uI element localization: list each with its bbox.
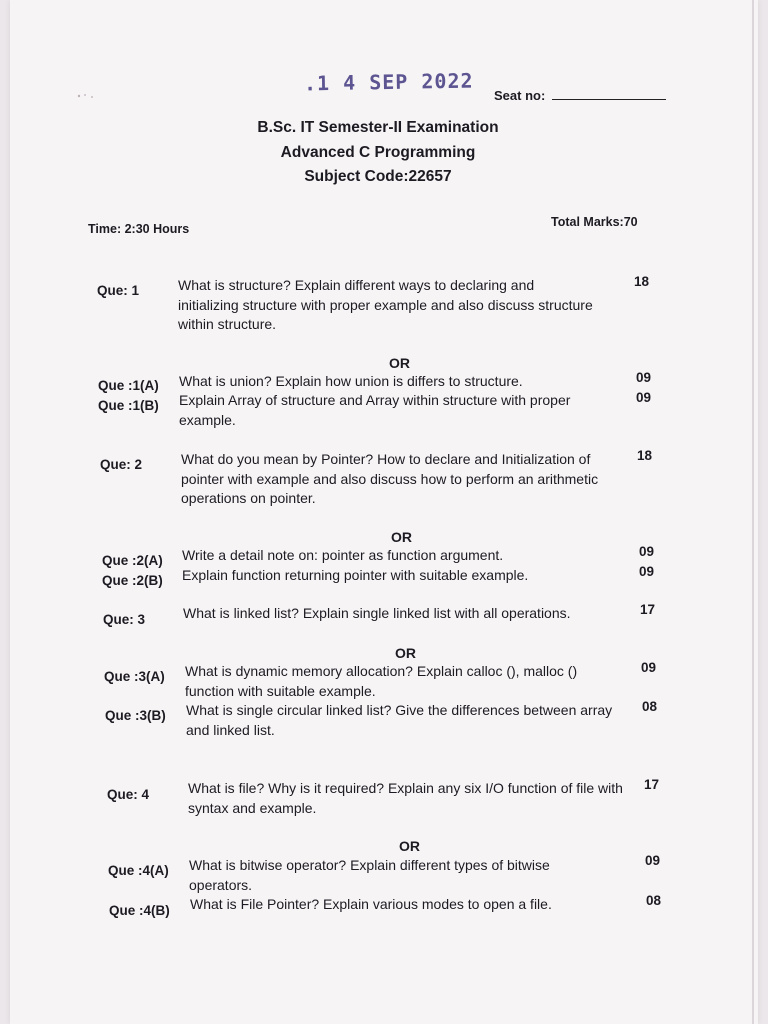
question-text: Explain function returning pointer with suitable example. [182, 567, 529, 583]
question-marks: 18 [634, 274, 650, 289]
date-stamp: .1 4 SEP 2022 [303, 68, 474, 96]
question-label: Que: 2 [100, 457, 143, 472]
question-label: Que :1(A) [98, 378, 159, 393]
question-marks: 09 [636, 390, 652, 405]
or-divider: OR [389, 355, 410, 371]
question-marks: 09 [645, 853, 661, 868]
total-marks: Total Marks:70 [551, 215, 638, 229]
seat-no-label: Seat no: [494, 88, 546, 103]
question-label: Que :3(A) [104, 669, 165, 684]
question-text: What is union? Explain how union is differs to structure. [179, 373, 523, 389]
question-text: Write a detail note on: pointer as function argument. [182, 547, 504, 563]
question-marks: 09 [641, 660, 657, 675]
or-divider: OR [391, 529, 412, 545]
question-label: Que :4(A) [108, 863, 169, 878]
seat-no-blank [552, 99, 666, 100]
question-text: What is bitwise operator? Explain different types of bitwise operators. [189, 857, 550, 893]
question-marks: 08 [646, 893, 662, 908]
or-divider: OR [399, 838, 420, 854]
question-text: What is structure? Explain different ways to declaring and initializing structure with proper example and also discuss structure within structure. [178, 277, 593, 332]
question-label: Que: 4 [107, 787, 150, 802]
question-label: Que :2(A) [102, 553, 163, 568]
question-marks: 08 [642, 699, 658, 714]
question-text: Explain Array of structure and Array within structure with proper example. [179, 392, 571, 428]
question-text: What do you mean by Pointer? How to declare and Initialization of pointer with example and also discuss how to perform an arithmetic operations on pointer. [181, 451, 599, 506]
page-edge [752, 0, 754, 1024]
question-text: What is linked list? Explain single linked list with all operations. [183, 605, 571, 621]
exam-title: B.Sc. IT Semester-II Examination [257, 119, 499, 136]
question-marks: 17 [640, 602, 656, 617]
question-marks: 09 [639, 564, 655, 579]
subject-code: Subject Code:22657 [304, 168, 452, 185]
ink-speck-icon [76, 92, 98, 100]
question-label: Que :4(B) [109, 903, 170, 918]
question-text: What is dynamic memory allocation? Explain calloc (), malloc () function with suitable example. [185, 663, 578, 699]
question-label: Que :1(B) [98, 398, 159, 413]
subject-name: Advanced C Programming [280, 144, 476, 161]
question-label: Que: 3 [103, 612, 146, 627]
question-marks: 09 [636, 370, 652, 385]
question-text: What is file? Why is it required? Explain any six I/O function of file with syntax and example. [188, 780, 623, 816]
question-text: What is single circular linked list? Give the differences between array and linked list. [186, 702, 613, 738]
question-label: Que: 1 [97, 283, 140, 298]
question-marks: 18 [637, 448, 653, 463]
exam-duration: Time: 2:30 Hours [88, 222, 190, 236]
question-label: Que :3(B) [105, 708, 166, 723]
question-marks: 09 [639, 544, 655, 559]
question-text: What is File Pointer? Explain various modes to open a file. [190, 896, 552, 912]
question-marks: 17 [644, 777, 660, 792]
question-label: Que :2(B) [102, 573, 163, 588]
or-divider: OR [395, 645, 416, 661]
